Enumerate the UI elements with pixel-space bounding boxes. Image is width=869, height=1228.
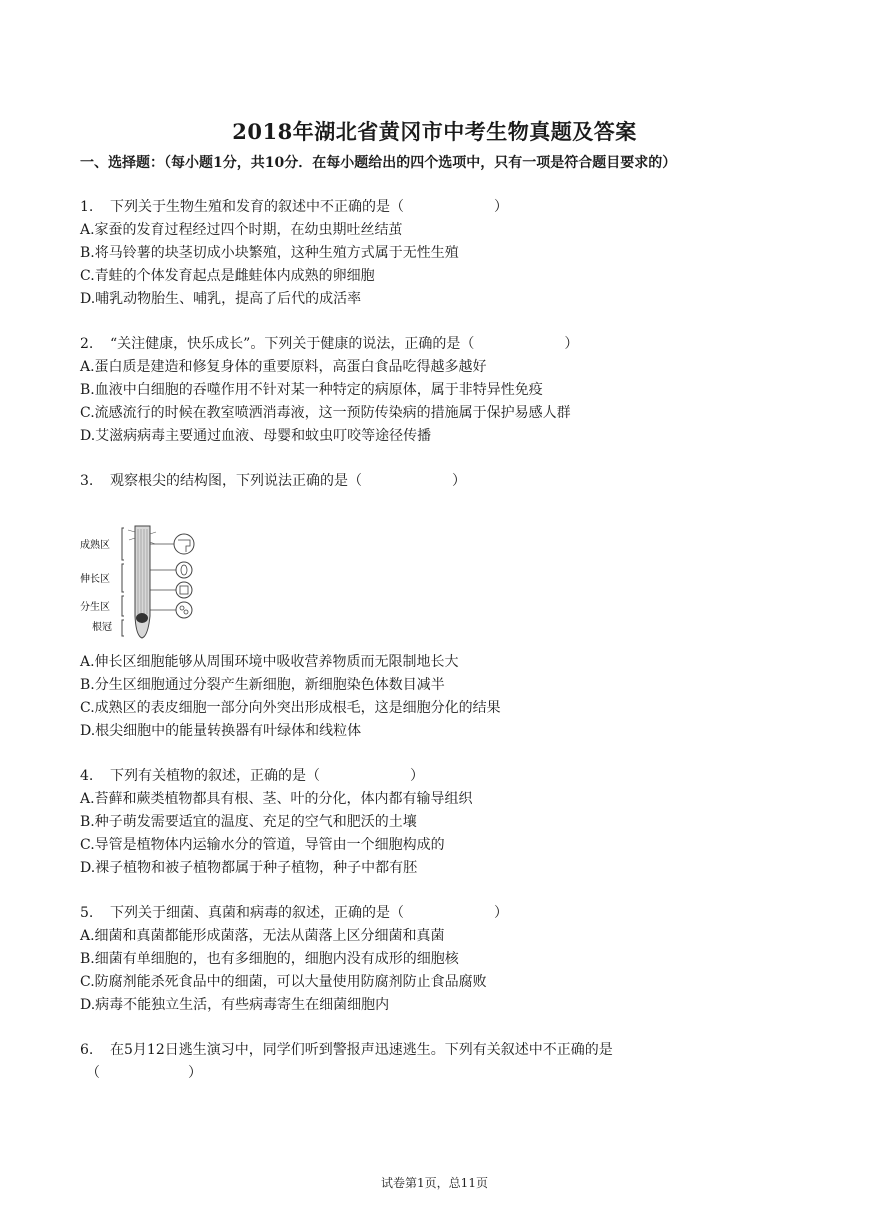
section-header: 一、选择题：（每小题1分，共10分．在每小题给出的四个选项中，只有一项是符合题目要求的） [80,155,677,171]
option-d: D.病毒不能独立生活，有些病毒寄生在细菌细胞内 [80,997,390,1013]
option-b: B.分生区细胞通过分裂产生新细胞，新细胞染色体数目减半 [80,677,445,693]
option-b: B.种子萌发需要适宜的温度、充足的空气和肥沃的土壤 [80,814,417,830]
question-number: 4. [80,768,94,784]
option-b: B.细菌有单细胞的，也有多细胞的，细胞内没有成形的细胞核 [80,951,459,967]
question-5-stem [80,904,508,922]
option-c: C.防腐剂能杀死食品中的细菌，可以大量使用防腐剂防止食品腐败 [80,974,487,990]
question-number: 2. [80,336,94,352]
question-text: 下列关于生物生殖和发育的叙述中不正确的是（ [110,199,404,215]
option-a: A.蛋白质是建造和修复身体的重要原料，高蛋白食品吃得越多越好 [80,359,487,375]
option-a: A.苔藓和蕨类植物都具有根、茎、叶的分化，体内都有输导组织 [80,791,473,807]
bracket-close: ） [452,473,466,489]
question-6-stem [80,1041,613,1059]
option-c: C.青蛙的个体发育起点是雌蛙体内成熟的卵细胞 [80,268,375,284]
bracket-close: ） [494,199,508,215]
question-text: “关注健康，快乐成长”。下列关于健康的说法，正确的是（ [110,336,475,352]
label-meristem-zone: 分生区 [80,602,110,613]
option-d: D.艾滋病病毒主要通过血液、母婴和蚊虫叮咬等途径传播 [80,428,432,444]
question-text: 下列关于细菌、真菌和病毒的叙述，正确的是（ [110,905,404,921]
option-a: A.伸长区细胞能够从周围环境中吸收营养物质而无限制地长大 [80,654,459,670]
question-1-stem [80,198,508,216]
question-text: 在5月12日逃生演习中，同学们听到警报声迅速逃生。下列有关叙述中不正确的是 [110,1042,613,1058]
question-number: 6. [80,1042,94,1058]
question-6-answer-bracket [86,1064,202,1082]
question-text: 下列有关植物的叙述，正确的是（ [110,768,320,784]
bracket-close: ） [410,768,424,784]
bracket-close: ） [564,336,579,352]
option-a: A.家蚕的发育过程经过四个时期，在幼虫期吐丝结茧 [80,222,403,238]
option-b: B.将马铃薯的块茎切成小块繁殖，这种生殖方式属于无性生殖 [80,245,459,261]
question-number: 1. [80,199,94,215]
option-d: D.裸子植物和被子植物都属于种子植物，种子中都有胚 [80,860,418,876]
option-a: A.细菌和真菌都能形成菌落，无法从菌落上区分细菌和真菌 [80,928,445,944]
question-number: 3. [80,473,94,489]
option-b: B.血液中白细胞的吞噬作用不针对某一种特定的病原体，属于非特异性免疫 [80,382,543,398]
question-text: 观察根尖的结构图，下列说法正确的是（ [110,473,362,489]
option-d: D.哺乳动物胎生、哺乳，提高了后代的成活率 [80,291,362,307]
question-number: 5. [80,905,94,921]
bracket-close: ） [494,905,508,921]
root-tip-diagram [80,524,210,642]
option-c: C.成熟区的表皮细胞一部分向外突出形成根毛，这是细胞分化的结果 [80,700,501,716]
question-4-stem [80,767,424,785]
question-3-stem [80,472,466,490]
bracket-open: （ [86,1065,100,1081]
label-maturation-zone: 成熟区 [80,540,110,551]
label-root-cap: 根冠 [92,622,112,633]
option-c: C.流感流行的时候在教室喷洒消毒液，这一预防传染病的措施属于保护易感人群 [80,405,571,421]
label-elongation-zone: 伸长区 [80,574,110,585]
bracket-close: ） [188,1065,202,1081]
option-d: D.根尖细胞中的能量转换器有叶绿体和线粒体 [80,723,362,739]
exam-title: 2018年湖北省黄冈市中考生物真题及答案 [232,119,637,144]
option-c: C.导管是植物体内运输水分的管道，导管由一个细胞构成的 [80,837,445,853]
question-2-stem [80,335,578,353]
page-footer: 试卷第1页，总11页 [381,1176,488,1190]
